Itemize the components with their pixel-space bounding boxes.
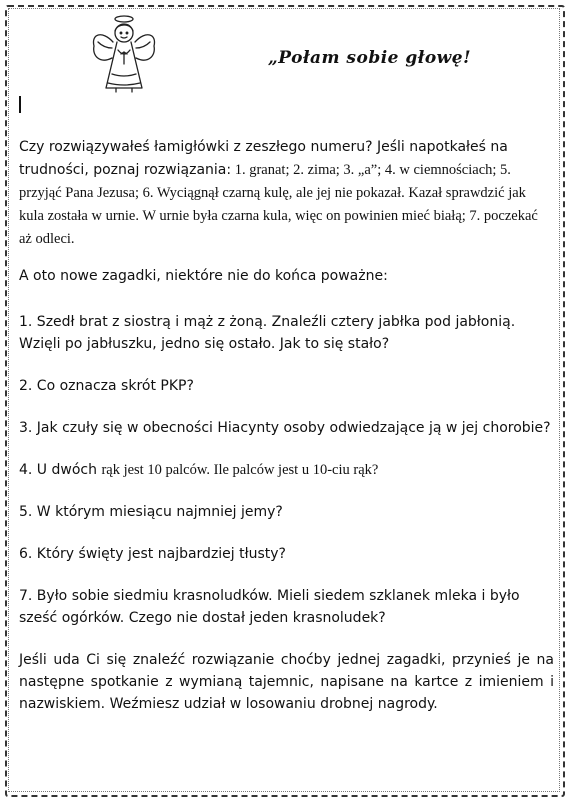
document-body xyxy=(19,136,554,715)
riddle-4-prefix: 4. U dwóch xyxy=(19,462,102,478)
riddle-7: 7. Było sobie siedmiu krasnoludków. Mieli siedem szklanek mleka i było sześć ogórków. Czego nie dostał jeden krasnoludek? xyxy=(19,588,520,626)
closing-paragraph: Jeśli uda Ci się znaleźć rozwiązanie choćby jednej zagadki, przynieś je na następne spotkanie z wymianą tajemnic, napisane na kartce z imieniem i nazwiskiem. Weźmiesz udział w losowaniu drobnej nagrody. xyxy=(19,652,554,712)
riddle-1: 1. Szedł brat z siostrą i mąż z żoną. Znaleźli cztery jabłka pod jabłonią. Wzięli po jabłuszku, jedno się ostało. Jak to się stało? xyxy=(19,314,516,352)
text-cursor xyxy=(19,96,21,113)
angel-illustration xyxy=(88,12,160,94)
solutions-answers: 1. granat; 2. zima; 3. „a”; 4. w ciemnościach; 5. przyjąć Pana Jezusa; 6. Wyciągnął czarną kulę, ale jej nie pokazał. Kazał sprawdzić jak kula została w urnie. W urnie była czarna kula, więc on powinien mieć białą; 7. poczekać aż odleci. xyxy=(19,162,538,247)
riddle-5: 5. W którym miesiącu najmniej jemy? xyxy=(19,504,283,520)
page-title: „Połam sobie głowę! xyxy=(268,48,472,68)
riddle-2: 2. Co oznacza skrót PKP? xyxy=(19,378,194,394)
solutions-question: Czy rozwiązywałeś łamigłówki z zeszłego numeru? Jeśli napotkałeś na trudności, poznaj rozwiązania: xyxy=(19,139,508,178)
riddle-4-rest: rąk jest 10 palców. Ile palców jest u 10-ciu rąk? xyxy=(101,462,379,478)
riddle-3: 3. Jak czuły się w obecności Hiacynty osoby odwiedzające ją w jej chorobie? xyxy=(19,420,551,436)
solutions-paragraph xyxy=(19,136,554,251)
riddle-4 xyxy=(19,459,554,481)
riddle-6: 6. Który święty jest najbardziej tłusty? xyxy=(19,546,286,562)
riddles-heading: A oto nowe zagadki, niektóre nie do końca poważne: xyxy=(19,268,388,284)
